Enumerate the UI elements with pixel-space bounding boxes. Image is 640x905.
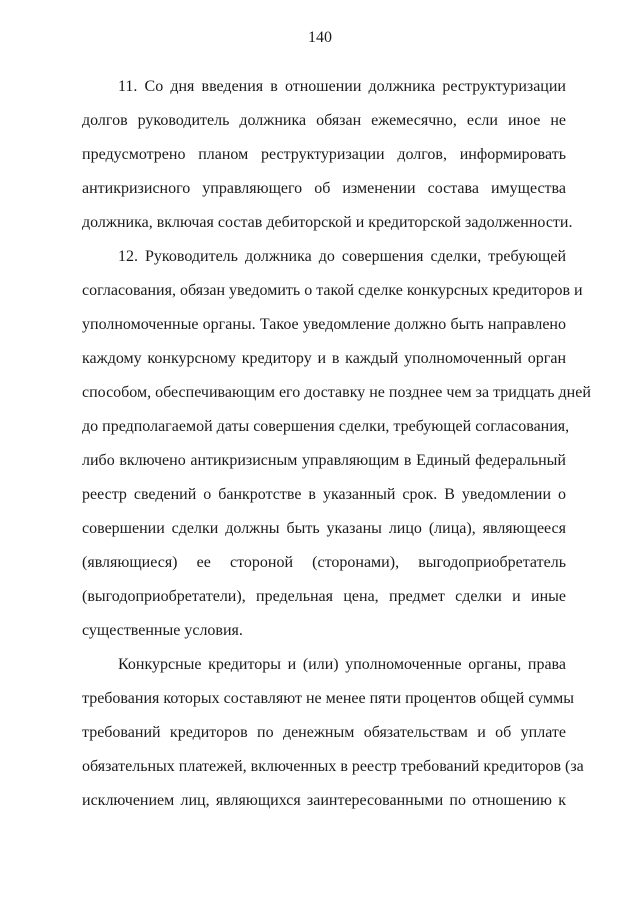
paragraph-11	[82, 70, 573, 240]
paragraph-line: способом, обеспечивающим его доставку не позднее чем за тридцать дней	[82, 384, 591, 401]
paragraph-line: уполномоченные органы. Такое уведомление должно быть направлено	[82, 316, 566, 333]
paragraph-line: требования которых составляют не менее пяти процентов общей суммы	[82, 690, 575, 707]
paragraph-line: антикризисного управляющего об изменении состава имущества	[82, 180, 566, 197]
paragraph-line: должника, включая состав дебиторской и кредиторской задолженности.	[82, 214, 573, 231]
paragraph-line: предусмотрено планом реструктуризации долгов, информировать	[82, 146, 566, 163]
paragraph-line: 12. Руководитель должника до совершения сделки, требующей	[118, 248, 566, 265]
page-number: 140	[308, 29, 332, 46]
paragraph-12	[82, 240, 591, 648]
paragraph-line: либо включено антикризисным управляющим в Единый федеральный	[82, 452, 566, 469]
paragraph-line: долгов руководитель должника обязан ежемесячно, если иное не	[82, 112, 566, 129]
paragraph-line: требований кредиторов по денежным обязательствам и об уплате	[82, 724, 566, 741]
paragraph-line: совершении сделки должны быть указаны лицо (лица), являющееся	[82, 520, 566, 537]
paragraph-line: обязательных платежей, включенных в реестр требований кредиторов (за	[82, 758, 584, 775]
paragraph-line: исключением лиц, являющихся заинтересованными по отношению к	[82, 792, 566, 809]
paragraph-creditors	[82, 648, 584, 818]
paragraph-line: до предполагаемой даты совершения сделки, требующей согласования,	[82, 418, 570, 435]
paragraph-line: 11. Со дня введения в отношении должника реструктуризации	[118, 78, 566, 95]
paragraph-line: Конкурсные кредиторы и (или) уполномоченные органы, права	[118, 656, 566, 673]
document-body	[82, 70, 591, 818]
paragraph-line: (выгодоприобретатели), предельная цена, предмет сделки и иные	[82, 588, 566, 605]
paragraph-line: существенные условия.	[82, 622, 243, 639]
paragraph-line: (являющиеся) ее стороной (сторонами), выгодоприобретатель	[82, 554, 566, 571]
paragraph-line: реестр сведений о банкротстве в указанный срок. В уведомлении о	[82, 486, 566, 503]
paragraph-line: согласования, обязан уведомить о такой сделке конкурсных кредиторов и	[82, 282, 583, 299]
paragraph-line: каждому конкурсному кредитору и в каждый уполномоченный орган	[82, 350, 566, 367]
